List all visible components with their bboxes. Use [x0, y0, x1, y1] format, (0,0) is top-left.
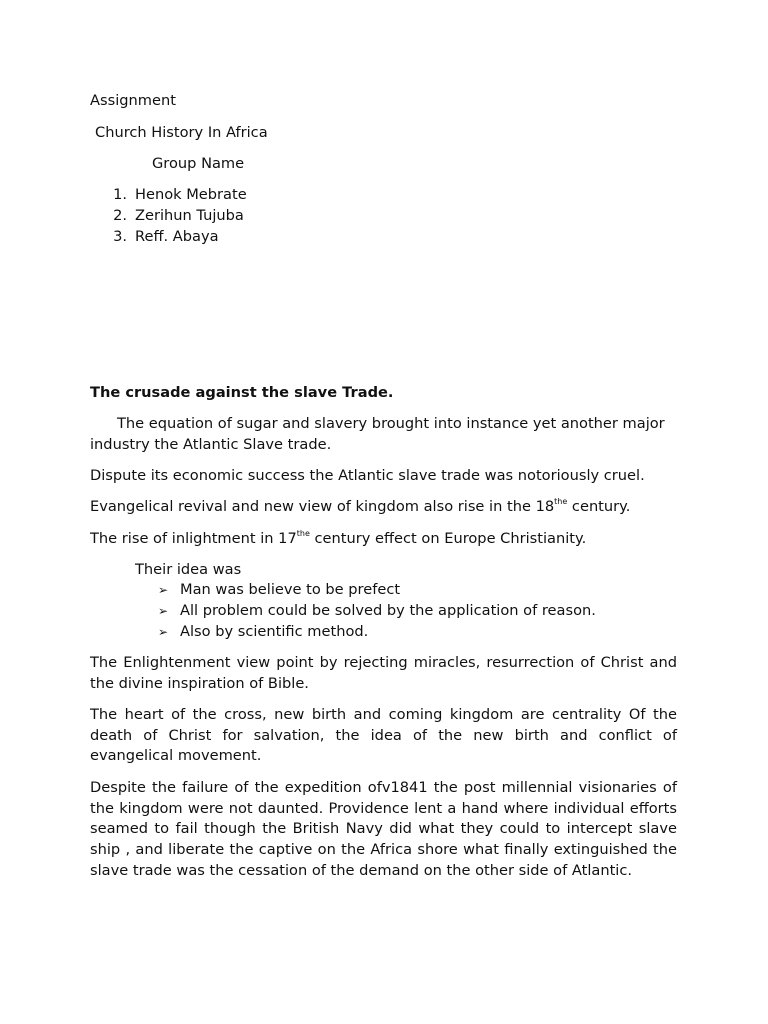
paragraph-evangelical-revival — [90, 497, 630, 517]
paragraph-expedition: Despite the failure of the expedition ofv1841 the post millennial visionaries of the kingdom were not daunted. Providence lent a hand where individual efforts seamed to fail though the British Navy did what they could to intercept slave ship , and liberate the captive on the Africa shore what finally extinguished the slave trade was the cessation of the demand on the other side of Atlantic. — [90, 779, 677, 879]
member-name: Zerihun Tujuba — [135, 207, 244, 224]
member-name: Reff. Abaya — [135, 228, 219, 245]
list-number: 3. — [113, 228, 127, 245]
assignment-label: Assignment — [90, 92, 176, 109]
section-title: The crusade against the slave Trade. — [90, 384, 394, 401]
superscript: the — [296, 529, 310, 539]
group-name-label: Group Name — [152, 155, 245, 172]
member-name: Henok Mebrate — [135, 186, 247, 203]
paragraph-text: century. — [567, 498, 631, 515]
idea-text: Man was believe to be prefect — [180, 581, 401, 598]
list-number: 2. — [113, 207, 127, 224]
list-number: 1. — [113, 186, 127, 203]
paragraph-sugar-slavery: The equation of sugar and slavery brought into instance yet another major industry the Atlantic Slave trade. — [90, 415, 665, 453]
paragraph-enlightenment-rise — [90, 529, 586, 549]
paragraph-dispute: Dispute its economic success the Atlantic slave trade was notoriously cruel. — [90, 467, 645, 484]
arrow-bullet-icon: ➢ — [158, 604, 169, 618]
idea-text: All problem could be solved by the application of reason. — [180, 602, 596, 619]
paragraph-heart-of-cross: The heart of the cross, new birth and coming kingdom are centrality Of the death of Christ for salvation, the idea of the new birth and conflict of evangelical movement. — [90, 706, 677, 765]
arrow-bullet-icon: ➢ — [158, 625, 169, 639]
paragraph-text: The rise of inlightment in 17 — [90, 530, 297, 547]
ideas-intro: Their idea was — [135, 561, 242, 578]
paragraph-text: Evangelical revival and new view of kingdom also rise in the 18 — [90, 498, 555, 515]
superscript: the — [554, 497, 568, 507]
arrow-bullet-icon: ➢ — [158, 583, 169, 597]
paragraph-enlightenment-view: The Enlightenment view point by rejecting miracles, resurrection of Christ and the divine inspiration of Bible. — [90, 654, 677, 692]
paragraph-text: century effect on Europe Christianity. — [309, 530, 587, 547]
idea-text: Also by scientific method. — [180, 623, 369, 640]
course-title: Church History In Africa — [95, 124, 268, 141]
